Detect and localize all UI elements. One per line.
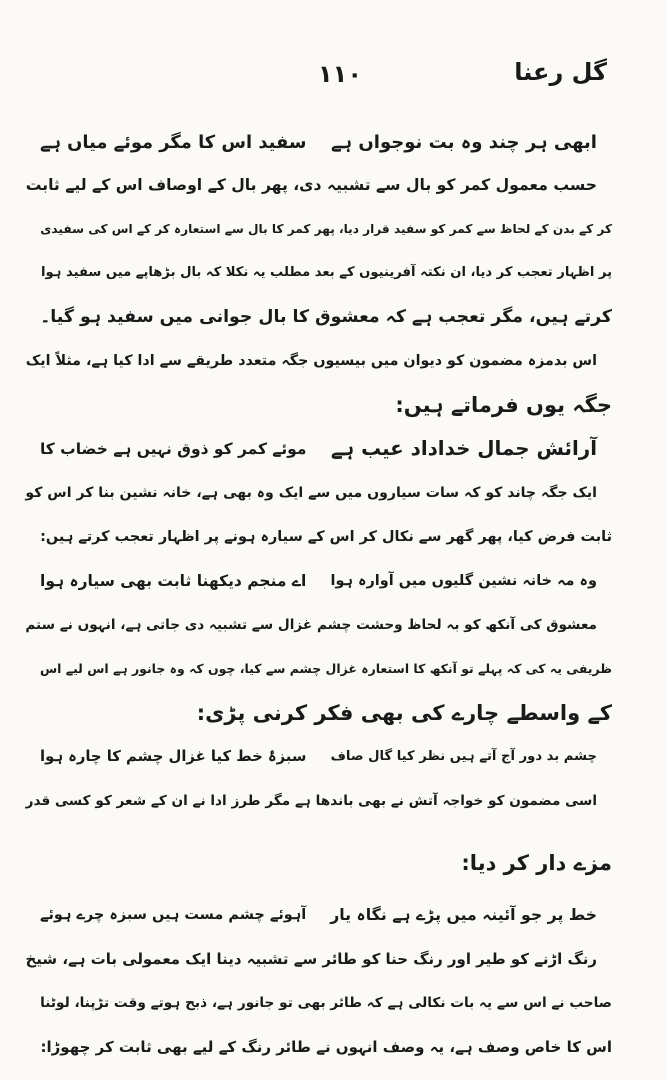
verse-first-hemistich: ابھی ہر چند وہ بت نوجواں ہے — [330, 132, 597, 153]
prose-line: کر کے بدن کے لحاظ سے کمر کو سفید قرار دیا، پھر کمر کا بال سے استعارہ کر کے اس کی سفیدی — [40, 222, 612, 236]
verse-first-hemistich: چشم بد دور آج آتے ہیں نظر کیا گال صاف — [330, 749, 597, 764]
verse-second-hemistich: آہوئے چشم مست ہیں سبزہ چرے ہوئے — [40, 907, 307, 923]
prose-line: پر اظہار تعجب کر دیا، ان نکتہ آفرینیوں کے بعد مطلب یہ نکلا کہ بال بڑھاپے میں سفید ہوا — [41, 265, 612, 280]
prose-line: جگہ یوں فرماتے ہیں: — [395, 393, 612, 417]
verse-couplet — [40, 126, 597, 160]
prose-line: رنگ اڑنے کو طیر اور رنگ حنا کو طائر سے تشبیہ دینا ایک معمولی بات ہے، شیخ — [25, 950, 597, 968]
book-title: گل رعنا — [514, 58, 607, 86]
verse-first-hemistich: خط پر جو آئینہ میں پڑے ہے نگاہ یار — [330, 905, 597, 924]
prose-line: معشوق کی آنکھ کو بہ لحاظ وحشت چشم غزال سے تشبیہ دی جاتی ہے، انہوں نے ستم — [25, 617, 597, 633]
prose-line: ظریفی یہ کی کہ پہلے تو آنکھ کا استعارہ غزال چشم سے کیا، چوں کہ وہ جانور ہے اس لیے اس — [39, 661, 612, 676]
verse-second-hemistich: موئے کمر کو ذوق نہیں ہے خضاب کا — [40, 440, 307, 458]
prose-line: اس بدمزہ مضمون کو دیوان میں بیسیوں جگہ متعدد طریقے سے ادا کیا ہے، مثلاً ایک — [25, 353, 597, 369]
verse-first-hemistich: آرائش جمال خداداد عیب ہے — [330, 437, 597, 460]
prose-line: ایک جگہ چاند کو کہ سات سیاروں میں سے ایک وہ بھی ہے، خانہ نشین بنا کر اس کو — [25, 485, 597, 501]
prose-line: صاحب نے اس سے یہ بات نکالی ہے کہ طائر بھی تو جانور ہے، ذبح ہوتے وقت تڑپنا، لوٹنا — [40, 995, 612, 1011]
page-header — [40, 58, 607, 98]
prose-line: اسی مضمون کو خواجہ آتش نے بھی باندھا ہے مگر طرز ادا نے ان کے شعر کو کسی قدر — [25, 793, 597, 809]
verse-couplet — [40, 740, 597, 774]
verse-second-hemistich: اے منجم دیکھنا ثابت بھی سیارہ ہوا — [40, 572, 307, 590]
prose-line: مزے دار کر دیا: — [461, 851, 612, 875]
prose-line: کرتے ہیں، مگر تعجب ہے کہ معشوق کا بال جوانی میں سفید ہو گیا۔ — [40, 307, 612, 327]
prose-line: حسب معمول کمر کو بال سے تشبیہ دی، پھر بال کے اوصاف اس کے لیے ثابت — [25, 176, 597, 194]
verse-second-hemistich: سفید اس کا مگر موئے میاں ہے — [40, 132, 307, 153]
verse-first-hemistich: وہ مہ خانہ نشین گلیوں میں آوارہ ہوا — [330, 573, 597, 589]
verse-couplet — [40, 432, 597, 466]
prose-line: اس کا خاص وصف ہے، یہ وصف انہوں نے طائر رنگ کے لیے بھی ثابت کر چھوڑا: — [40, 1038, 612, 1056]
verse-couplet — [40, 898, 597, 932]
page-number: ۱۱۰ — [318, 60, 362, 88]
verse-second-hemistich: سبزۂ خط کیا غزال چشم کا چارہ ہوا — [40, 748, 307, 765]
verse-couplet — [40, 564, 597, 598]
prose-line: ثابت فرض کیا، پھر گھر سے نکال کر اس کے سیارہ ہونے پر اظہار تعجب کرتے ہیں: — [40, 529, 612, 545]
prose-line: کے واسطے چارے کی بھی فکر کرنی پڑی: — [196, 701, 612, 725]
